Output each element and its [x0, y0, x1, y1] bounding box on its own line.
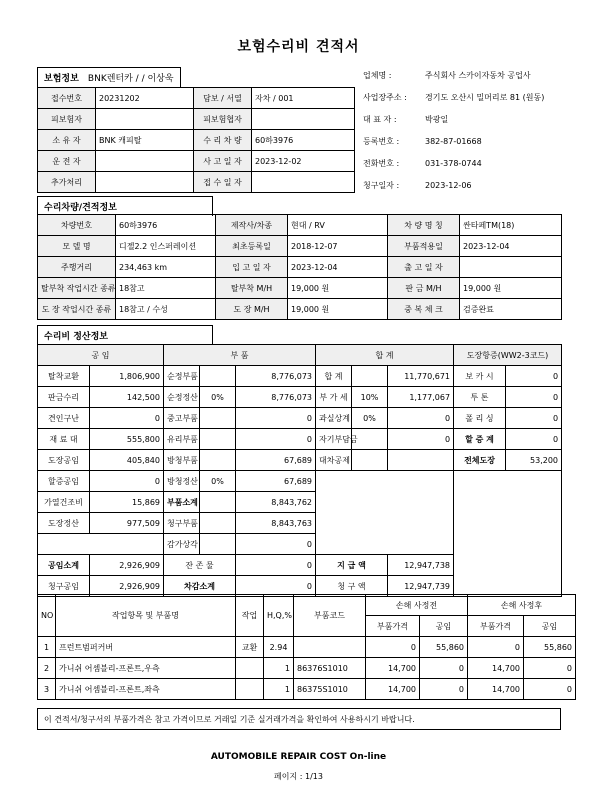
pay: 12,947,738: [388, 555, 454, 576]
paint-label: 폴 리 싱: [454, 408, 506, 429]
paint-value: 0: [506, 366, 562, 387]
labor-value: 977,509: [90, 513, 164, 534]
table-row: [38, 637, 576, 658]
parts-value: 0: [236, 534, 316, 555]
labor-subtotal: 2,926,909: [90, 555, 164, 576]
parts-pct: 0%: [200, 471, 236, 492]
items-header-after-price: 부품가격: [468, 616, 524, 637]
paint-value: 0: [506, 429, 562, 450]
item-after-price: 14,700: [468, 658, 524, 679]
repair-car: 60하3976: [252, 130, 355, 151]
model-label: 모 델 명: [38, 236, 116, 257]
paint-label: 투 톤: [454, 387, 506, 408]
items-header-name: 작업항목 및 부품명: [56, 595, 236, 637]
item-after-price: 0: [468, 637, 524, 658]
total-pct: [352, 450, 388, 471]
parts-value: 0: [236, 408, 316, 429]
col-labor-header: 공 임: [38, 345, 164, 366]
paint-value: 53,200: [506, 450, 562, 471]
parts-date-label: 부품적용일: [388, 236, 460, 257]
driver: [96, 151, 194, 172]
parts-value: 67,689: [236, 471, 316, 492]
table-row: [38, 679, 576, 700]
in-date-label: 입 고 일 자: [216, 257, 288, 278]
parts-label: 방청부품: [164, 450, 200, 471]
labor-value: 0: [90, 471, 164, 492]
item-work: [236, 658, 264, 679]
item-code: [294, 637, 366, 658]
shop-phone: 031-378-0744: [425, 158, 482, 168]
paint-label: 보 카 시: [454, 366, 506, 387]
extra: [96, 172, 194, 193]
items-header-after-labor: 공임: [524, 616, 576, 637]
panel-mh-label: 판 금 M/H: [388, 278, 460, 299]
owner-label: 소 유 자: [38, 130, 96, 151]
receipt-no: 20231202: [96, 88, 194, 109]
parts-label: 유리부품: [164, 429, 200, 450]
plate: 60하3976: [116, 215, 216, 236]
total-pct: 0%: [352, 408, 388, 429]
driver-label: 운 전 자: [38, 151, 96, 172]
item-work: [236, 679, 264, 700]
page-number: 페이지 : 1/13: [274, 772, 323, 781]
diff-subtotal: 0: [236, 576, 316, 597]
coverage: 자차 / 001: [252, 88, 355, 109]
items-header-after: 손해 사정후: [468, 595, 576, 616]
vehicle-heading: 수리차량/견적정보: [37, 196, 213, 216]
parts-pct: 0%: [200, 387, 236, 408]
item-before-price: 14,700: [366, 658, 420, 679]
model: 디젤2.2 인스퍼레이션: [116, 236, 216, 257]
total-value: 0: [388, 429, 454, 450]
paint-type-label: 도 장 작업시간 종류: [38, 299, 116, 320]
item-name: 프런트범퍼커버: [56, 637, 236, 658]
labor-label: 가열건조비: [38, 492, 90, 513]
document-title: 보험수리비 견적서: [237, 39, 360, 55]
col-total-header: 합 계: [316, 345, 454, 366]
footer-brand: AUTOMOBILE REPAIR COST On-line: [210, 752, 387, 762]
shop-address: 경기도 오산시 밀머리로 81 (원동): [425, 92, 545, 102]
repair-car-label: 수 리 차 량: [194, 130, 252, 151]
paint-label: 전체도장: [454, 450, 506, 471]
settlement-table: [37, 344, 562, 597]
accident-date: 2023-12-02: [252, 151, 355, 172]
labor-value: 142,500: [90, 387, 164, 408]
labor-claim: 2,926,909: [90, 576, 164, 597]
parts-value: 67,689: [236, 450, 316, 471]
col-paint-header: 도장항증(WW2-3코드): [454, 345, 562, 366]
item-after-price: 14,700: [468, 679, 524, 700]
parts-pct: [200, 408, 236, 429]
item-name: 가니쉬 어셈블리-프론트,좌측: [56, 679, 236, 700]
total-value: [388, 450, 454, 471]
accident-date-label: 사 고 일 자: [194, 151, 252, 172]
remainder: 0: [236, 555, 316, 576]
shop-claim-date-label: 청구일자 :: [363, 180, 400, 190]
paint-mh-label: 도 장 M/H: [216, 299, 288, 320]
item-no: 3: [38, 679, 56, 700]
shop-claim-date: 2023-12-06: [425, 180, 472, 190]
labor-blank: [38, 534, 164, 555]
total-label: 과실상계: [316, 408, 352, 429]
first-reg-label: 최초등록일: [216, 236, 288, 257]
item-before-labor: 55,860: [420, 637, 468, 658]
item-code: 86375S1010: [294, 679, 366, 700]
claim-label: 청 구 액: [316, 576, 388, 597]
insured-label: 피보험자: [38, 109, 96, 130]
labor-value: 0: [90, 408, 164, 429]
total-value: 0: [388, 408, 454, 429]
paint-blank: [454, 471, 562, 597]
item-work: 교환: [236, 637, 264, 658]
parts-value: 8,843,763: [236, 513, 316, 534]
parts-pct: [200, 513, 236, 534]
work-type-label: 탈부착 작업시간 종류: [38, 278, 116, 299]
labor-label: 탈착교환: [38, 366, 90, 387]
parts-value: 8,776,073: [236, 366, 316, 387]
parts-date: 2023-12-04: [460, 236, 562, 257]
parts-label: 순정정산: [164, 387, 200, 408]
insurance-company: BNK렌터카 / / 이상욱: [87, 74, 174, 84]
item-name: 가니쉬 어셈블리-프론트,우측: [56, 658, 236, 679]
item-hq: 1: [264, 679, 294, 700]
labor-value: 1,806,900: [90, 366, 164, 387]
items-header-code: 부품코드: [294, 595, 366, 637]
items-header-no: NO: [38, 595, 56, 637]
shop-name-label: 업체명 :: [363, 70, 392, 80]
labor-claim-label: 청구공임: [38, 576, 90, 597]
dup-check: 검증완료: [460, 299, 562, 320]
items-header-before: 손해 사정전: [366, 595, 468, 616]
labor-value: 405,840: [90, 450, 164, 471]
shop-info: [360, 64, 580, 196]
item-hq: 1: [264, 658, 294, 679]
parts-label: 방청정산: [164, 471, 200, 492]
table-row: [38, 658, 576, 679]
parts-label: 부품소계: [164, 492, 200, 513]
items-table: [37, 594, 576, 700]
labor-label: 재 료 대: [38, 429, 90, 450]
parts-label: 감가상각: [164, 534, 200, 555]
vehicle-table: [37, 214, 562, 320]
labor-value: 15,869: [90, 492, 164, 513]
total-label: 대차공제: [316, 450, 352, 471]
remainder-label: 잔 존 물: [164, 555, 236, 576]
labor-label: 견인구난: [38, 408, 90, 429]
parts-label: 순정부품: [164, 366, 200, 387]
plate-label: 차량번호: [38, 215, 116, 236]
receipt-date: [252, 172, 355, 193]
parts-pct: [200, 450, 236, 471]
item-hq: 2.94: [264, 637, 294, 658]
insurance-table: [37, 87, 355, 193]
total-value: 1,177,067: [388, 387, 454, 408]
total-label: 자기부담금: [316, 429, 352, 450]
item-no: 1: [38, 637, 56, 658]
insured: [96, 109, 194, 130]
insured-co-label: 피보험협자: [194, 109, 252, 130]
insurance-heading: 보험정보 BNK렌터카 / / 이상욱: [37, 67, 181, 87]
labor-label: 도장정산: [38, 513, 90, 534]
owner: BNK 캐피탈: [96, 130, 194, 151]
work-type: 18참고: [116, 278, 216, 299]
parts-pct: [200, 492, 236, 513]
car-name-label: 차 량 명 칭: [388, 215, 460, 236]
parts-label: 중고부품: [164, 408, 200, 429]
paint-type: 18참고 / 수성: [116, 299, 216, 320]
items-header-hq: H,Q,%: [264, 595, 294, 637]
parts-value: 8,776,073: [236, 387, 316, 408]
insured-co: [252, 109, 355, 130]
out-date-label: 출 고 일 자: [388, 257, 460, 278]
labor-label: 판금수리: [38, 387, 90, 408]
paint-value: 0: [506, 387, 562, 408]
diff-subtotal-label: 차감소계: [164, 576, 236, 597]
detach-mh: 19,000 원: [288, 278, 388, 299]
shop-reg-label: 등록번호 :: [363, 136, 400, 146]
settlement-heading: 수리비 정산정보: [37, 325, 213, 345]
items-header-before-price: 부품가격: [366, 616, 420, 637]
item-before-labor: 0: [420, 658, 468, 679]
car-name: 싼타페TM(18): [460, 215, 562, 236]
item-no: 2: [38, 658, 56, 679]
item-before-price: 14,700: [366, 679, 420, 700]
total-blank: [316, 471, 454, 555]
paint-mh: 19,000 원: [288, 299, 388, 320]
shop-name: 주식회사 스카이자동차 공업사: [425, 70, 531, 80]
item-after-labor: 0: [524, 658, 576, 679]
item-after-labor: 0: [524, 679, 576, 700]
items-header-before-labor: 공임: [420, 616, 468, 637]
claim: 12,947,739: [388, 576, 454, 597]
total-label: 합 계: [316, 366, 352, 387]
total-pct: 10%: [352, 387, 388, 408]
items-header-work: 작업: [236, 595, 264, 637]
total-label: 부 가 세: [316, 387, 352, 408]
parts-pct: [200, 429, 236, 450]
shop-ceo: 박광일: [425, 114, 449, 124]
mileage: 234,463 km: [116, 257, 216, 278]
labor-value: 555,800: [90, 429, 164, 450]
parts-pct: [200, 534, 236, 555]
item-before-labor: 0: [420, 679, 468, 700]
paint-value: 0: [506, 408, 562, 429]
shop-reg: 382-87-01668: [425, 136, 482, 146]
total-pct: [352, 366, 388, 387]
price-notice: 이 견적서/청구서의 부품가격은 참고 가격이므로 거래일 기준 실거래가격을 확인하여 사용하시기 바랍니다.: [37, 708, 561, 730]
first-reg: 2018-12-07: [288, 236, 388, 257]
extra-label: 추가처리: [38, 172, 96, 193]
parts-label: 청구부품: [164, 513, 200, 534]
shop-address-label: 사업장주소 :: [363, 92, 407, 102]
parts-value: 8,843,762: [236, 492, 316, 513]
labor-label: 할증공임: [38, 471, 90, 492]
item-before-price: 0: [366, 637, 420, 658]
in-date: 2023-12-04: [288, 257, 388, 278]
dup-check-label: 중 복 체 크: [388, 299, 460, 320]
receipt-date-label: 접 수 일 자: [194, 172, 252, 193]
item-after-labor: 55,860: [524, 637, 576, 658]
col-parts-header: 부 품: [164, 345, 316, 366]
maker-label: 제작사/차종: [216, 215, 288, 236]
receipt-no-label: 접수번호: [38, 88, 96, 109]
mileage-label: 주행거리: [38, 257, 116, 278]
pay-label: 지 급 액: [316, 555, 388, 576]
parts-pct: [200, 366, 236, 387]
maker: 현대 / RV: [288, 215, 388, 236]
item-code: 86376S1010: [294, 658, 366, 679]
panel-mh: 19,000 원: [460, 278, 562, 299]
paint-label: 할 증 계: [454, 429, 506, 450]
parts-value: 0: [236, 429, 316, 450]
shop-ceo-label: 대 표 자 :: [363, 114, 397, 124]
detach-mh-label: 탈부착 M/H: [216, 278, 288, 299]
labor-label: 도장공임: [38, 450, 90, 471]
labor-subtotal-label: 공임소계: [38, 555, 90, 576]
shop-phone-label: 전화번호 :: [363, 158, 400, 168]
total-value: 11,770,671: [388, 366, 454, 387]
out-date: [460, 257, 562, 278]
coverage-label: 담보 / 서열: [194, 88, 252, 109]
